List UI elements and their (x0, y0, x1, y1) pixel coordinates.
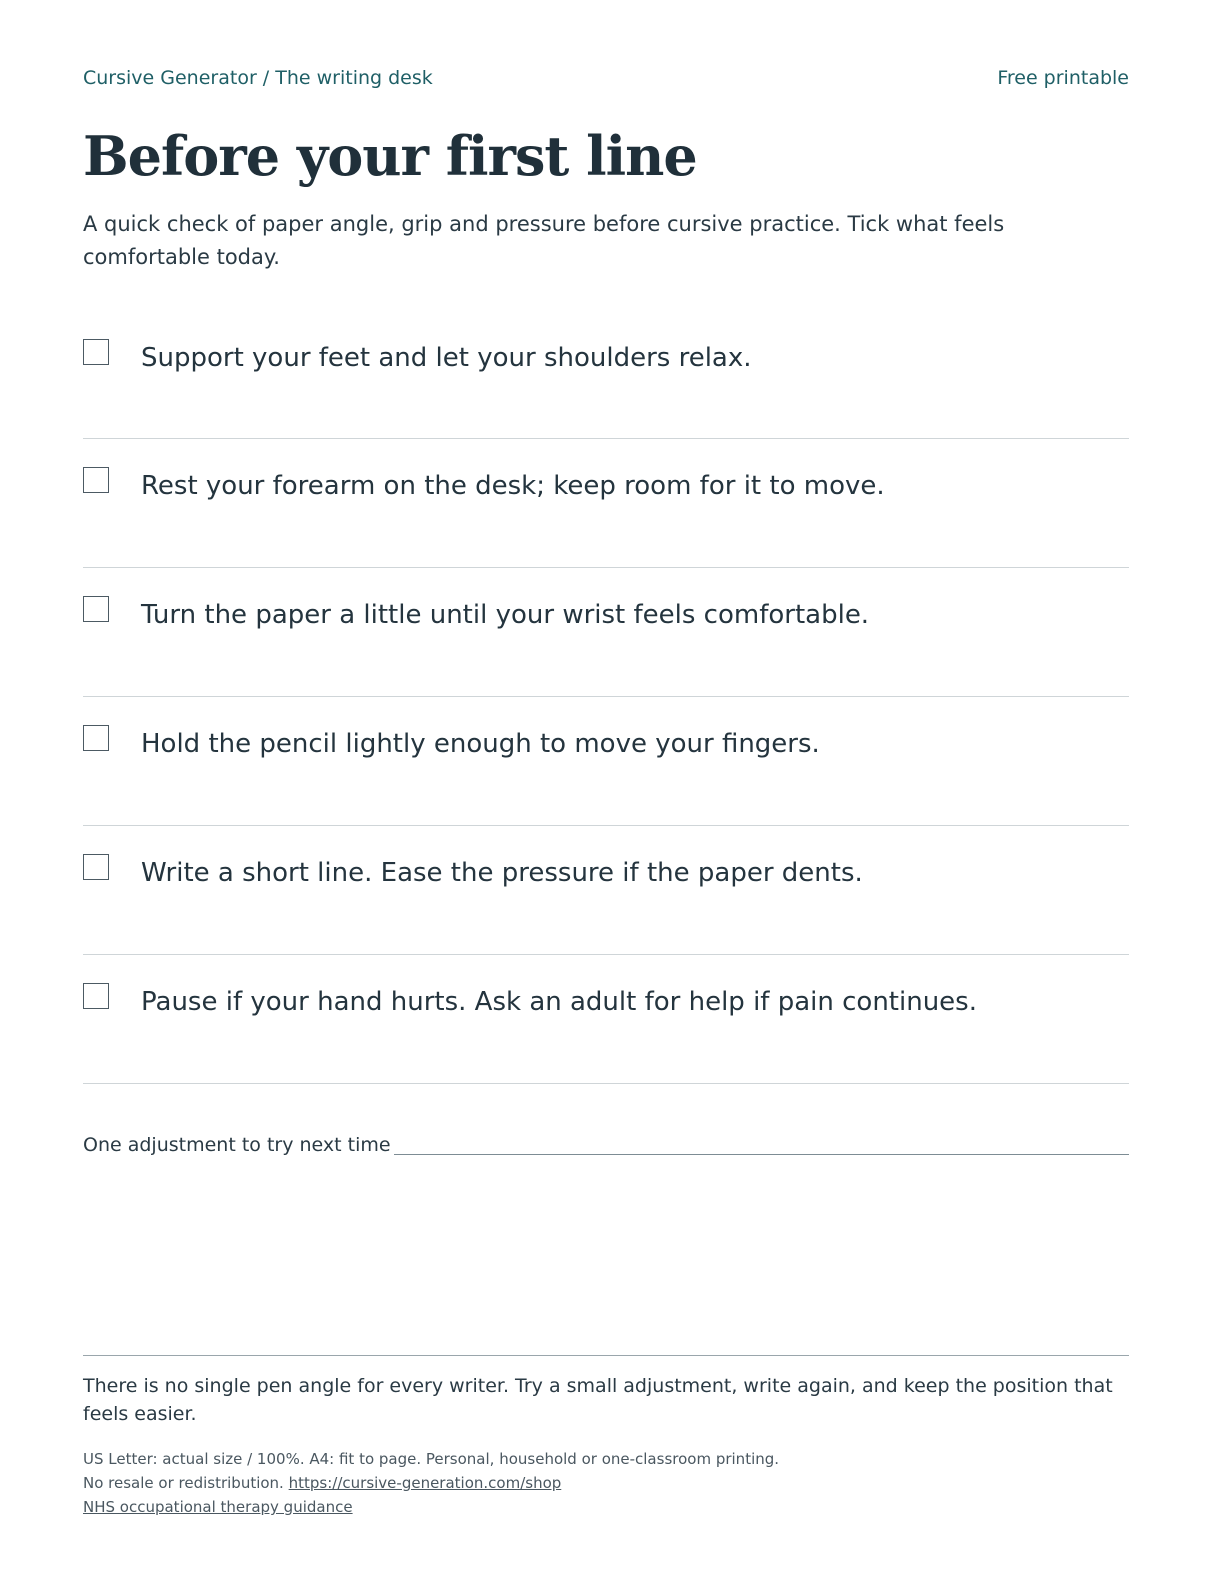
checklist-item (83, 311, 1129, 439)
checklist-item (83, 568, 1129, 697)
guidance-line (83, 1495, 1129, 1519)
license-line (83, 1471, 1129, 1495)
checklist-item (83, 826, 1129, 955)
page-title: Before your first line (83, 124, 697, 188)
checklist-item-label: Pause if your hand hurts. Ask an adult for help if pain continues. (141, 987, 977, 1017)
checkbox[interactable] (83, 467, 109, 493)
checkbox[interactable] (83, 339, 109, 365)
checklist-item-label: Rest your forearm on the desk; keep room for it to move. (141, 471, 885, 501)
print-info: US Letter: actual size / 100%. A4: fit to page. Personal, household or one-classroom printing. (83, 1450, 780, 1468)
checkbox[interactable] (83, 983, 109, 1009)
checkbox[interactable] (83, 725, 109, 751)
shop-link[interactable]: https://cursive-generation.com/shop (288, 1474, 562, 1492)
checklist (83, 311, 1129, 1084)
checklist-item-label: Turn the paper a little until your wrist feels comfortable. (141, 600, 870, 630)
license-text: No resale or redistribution. (83, 1474, 284, 1492)
checklist-item (83, 697, 1129, 826)
checklist-item (83, 439, 1129, 568)
intro-text: A quick check of paper angle, grip and pressure before cursive practice. Tick what feels comfortable today. (83, 212, 1005, 269)
checklist-item-label: Support your feet and let your shoulders relax. (141, 343, 752, 373)
checklist-item-label: Write a short line. Ease the pressure if the paper dents. (141, 858, 863, 888)
adjustment-label: One adjustment to try next time (83, 1134, 391, 1156)
footer-note: There is no single pen angle for every writer. Try a small adjustment, write again, and keep the position that feels easier. (83, 1375, 1113, 1425)
free-printable-badge: Free printable (997, 67, 1129, 89)
checkbox[interactable] (83, 596, 109, 622)
breadcrumb: Cursive Generator / The writing desk (83, 67, 433, 89)
adjustment-input[interactable] (394, 1154, 1129, 1155)
footer-divider (83, 1355, 1129, 1356)
checkbox[interactable] (83, 854, 109, 880)
guidance-link[interactable]: NHS occupational therapy guidance (83, 1498, 353, 1516)
worksheet-page (83, 0, 1129, 1584)
fine-print (83, 1447, 1129, 1519)
checklist-item-label: Hold the pencil lightly enough to move your fingers. (141, 729, 820, 759)
adjustment-row (83, 1128, 1129, 1158)
checklist-item (83, 955, 1129, 1084)
header-bar (83, 66, 1129, 90)
